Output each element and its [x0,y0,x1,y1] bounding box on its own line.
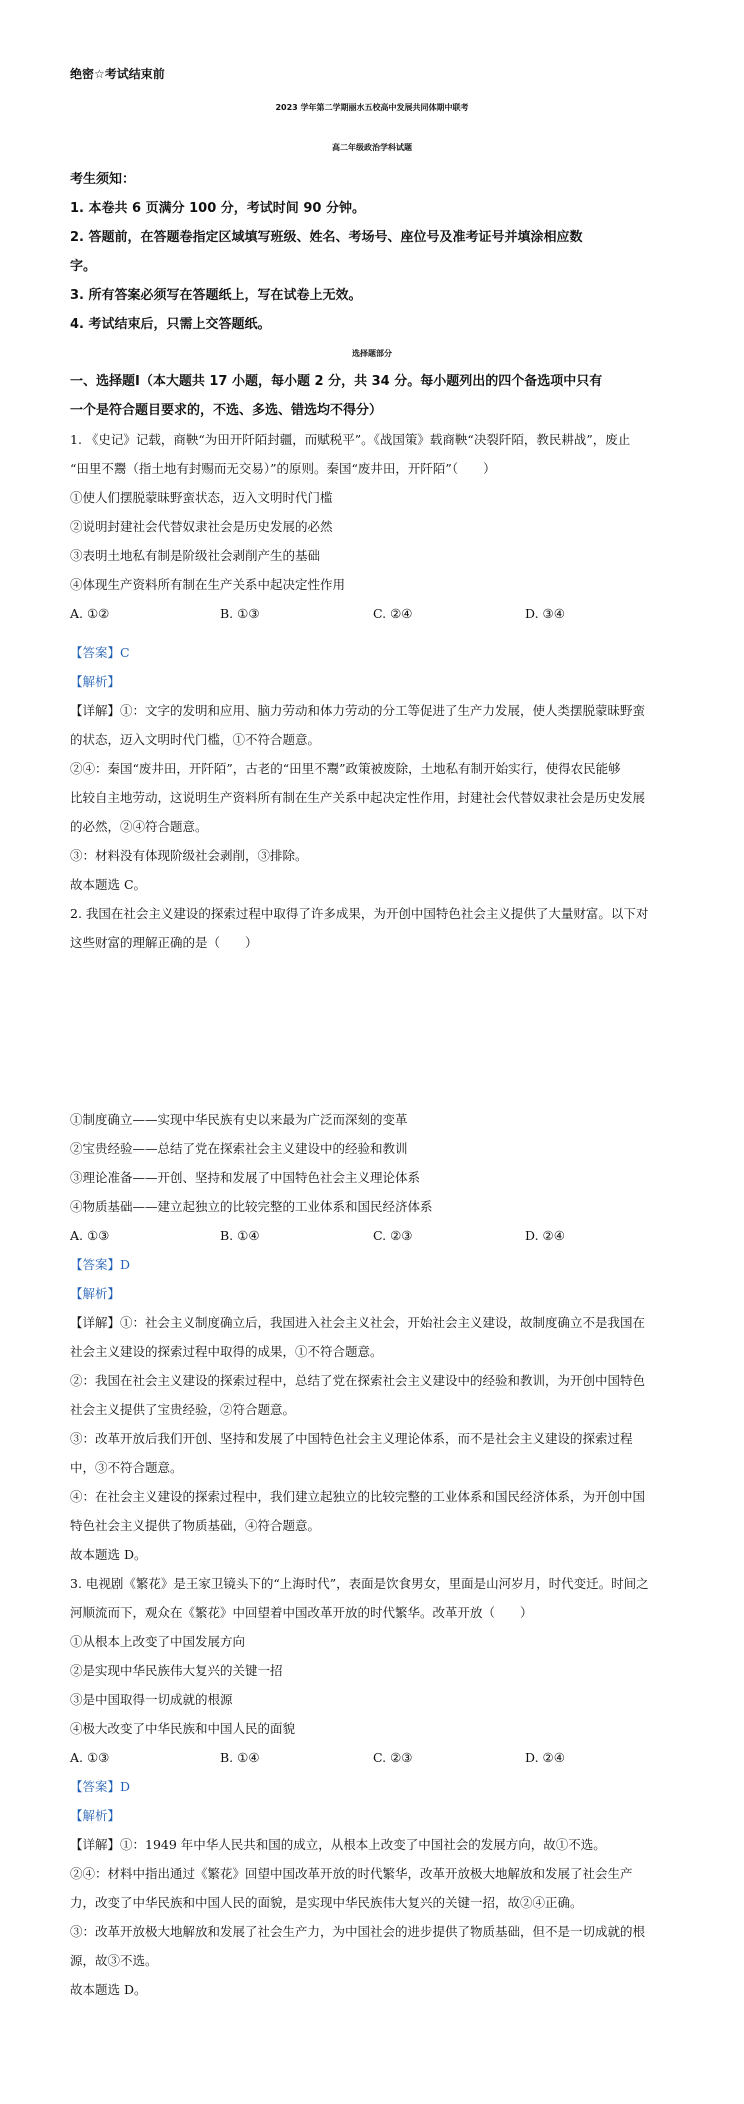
notice-item-3: 3. 所有答案必须写在答题纸上，写在试卷上无效。 [70,288,362,303]
q1-statement-4: ④体现生产资料所有制在生产关系中起决定性作用 [70,577,346,592]
q1-stem-1: 1. 《史记》记载，商鞅“为田开阡陌封疆，而赋税平”。《战国策》载商鞅“决裂阡陌，教民耕战”，废止 [70,432,631,447]
q2-statement-3: ③理论准备——开创、坚持和发展了中国特色社会主义理论体系 [70,1170,421,1185]
q1-analysis-label: 【解析】 [70,674,121,689]
q3-option-a: A. ①③ [70,1750,110,1765]
section-instructions-1: 一、选择题Ⅰ（本大题共 17 小题，每小题 2 分，共 34 分。每小题列出的四个备选项中只有 [70,374,603,389]
q1-option-b: B. ①③ [220,606,260,621]
q1-detail-2: 的状态，迈入文明时代门槛，①不符合题意。 [70,732,321,747]
q2-detail-3: ②：我国在社会主义建设的探索过程中，总结了党在探索社会主义建设中的经验和教训，为开创中国特色 [70,1373,646,1388]
q1-detail-3: ②④：秦国“废井田，开阡陌”，古老的“田里不鬻”政策被废除，土地私有制开始实行，使得农民能够 [70,761,621,776]
q3-option-c: C. ②③ [373,1750,413,1765]
q2-statement-1: ①制度确立——实现中华民族有史以来最为广泛而深刻的变革 [70,1112,408,1127]
q2-detail-2: 社会主义建设的探索过程中取得的成果，①不符合题意。 [70,1344,383,1359]
q1-option-c: C. ②④ [373,606,413,621]
q3-conclusion: 故本题选 D。 [70,1982,147,1997]
q1-detail-1: 【详解】①：文字的发明和应用、脑力劳动和体力劳动的分工等促进了生产力发展，使人类摆脱蒙昧野蛮 [70,703,646,718]
q3-detail-5: 源，故③不选。 [70,1953,158,1968]
q3-statement-3: ③是中国取得一切成就的根源 [70,1692,233,1707]
q2-answer: 【答案】D [70,1257,131,1272]
section-instructions-2: 一个是符合题目要求的，不选、多选、错选均不得分） [70,403,383,418]
q1-detail-4: 比较自主地劳动，这说明生产资料所有制在生产关系中起决定性作用，封建社会代替奴隶社会是历史发展 [70,790,646,805]
notice-heading: 考生须知： [70,172,136,187]
q3-option-d: D. ②④ [525,1750,565,1765]
q3-stem-2: 河顺流而下，观众在《繁花》中回望着中国改革开放的时代繁华。改革开放（ ） [70,1605,533,1620]
q2-detail-8: 特色社会主义提供了物质基础，④符合题意。 [70,1518,321,1533]
q2-statement-2: ②宝贵经验——总结了党在探索社会主义建设中的经验和教训 [70,1141,408,1156]
secret-label: 绝密☆考试结束前 [70,67,165,81]
q3-option-b: B. ①④ [220,1750,260,1765]
q2-option-c: C. ②③ [373,1228,413,1243]
q3-analysis-label: 【解析】 [70,1808,121,1823]
notice-item-4: 4. 考试结束后，只需上交答题纸。 [70,317,271,332]
q3-answer: 【答案】D [70,1779,131,1794]
q2-detail-4: 社会主义提供了宝贵经验，②符合题意。 [70,1402,296,1417]
q2-conclusion: 故本题选 D。 [70,1547,147,1562]
q2-detail-1: 【详解】①：社会主义制度确立后，我国进入社会主义社会，开始社会主义建设，故制度确立不是我国在 [70,1315,646,1330]
q1-statement-3: ③表明土地私有制是阶级社会剥削产生的基础 [70,548,321,563]
q3-statement-4: ④极大改变了中华民族和中国人民的面貌 [70,1721,296,1736]
exam-title: 2023 学年第二学期丽水五校高中发展共同体期中联考 [275,103,469,112]
q2-statement-4: ④物质基础——建立起独立的比较完整的工业体系和国民经济体系 [70,1199,433,1214]
q3-stem-1: 3. 电视剧《繁花》是王家卫镜头下的“上海时代”，表面是饮食男女，里面是山河岁月，时代变迁。时间之 [70,1576,649,1591]
q3-detail-4: ③：改革开放极大地解放和发展了社会生产力，为中国社会的进步提供了物质基础，但不是一切成就的根 [70,1924,646,1939]
q1-answer: 【答案】C [70,645,130,660]
q2-stem-1: 2. 我国在社会主义建设的探索过程中取得了许多成果，为开创中国特色社会主义提供了大量财富。以下对 [70,906,649,921]
notice-item-2: 2. 答题前，在答题卷指定区域填写班级、姓名、考场号、座位号及准考证号并填涂相应数 [70,230,583,245]
q1-conclusion: 故本题选 C。 [70,877,147,892]
q2-option-d: D. ②④ [525,1228,565,1243]
q2-option-b: B. ①④ [220,1228,260,1243]
q1-statement-2: ②说明封建社会代替奴隶社会是历史发展的必然 [70,519,333,534]
q3-statement-1: ①从根本上改变了中国发展方向 [70,1634,246,1649]
q1-option-d: D. ③④ [525,606,565,621]
q1-statement-1: ①使人们摆脱蒙昧野蛮状态，迈入文明时代门槛 [70,490,333,505]
q1-option-a: A. ①② [70,606,110,621]
q1-stem-2: “田里不鬻（指土地有封赐而无交易）”的原则。秦国“废井田，开阡陌”（ ） [70,461,496,476]
q3-detail-1: 【详解】①：1949 年中华人民共和国的成立，从根本上改变了中国社会的发展方向，故①不选。 [70,1837,606,1852]
q3-statement-2: ②是实现中华民族伟大复兴的关键一招 [70,1663,283,1678]
q2-detail-6: 中，③不符合题意。 [70,1460,183,1475]
section-part-title: 选择题部分 [352,349,392,358]
notice-item-2-cont: 字。 [70,259,97,274]
notice-item-1: 1. 本卷共 6 页满分 100 分，考试时间 90 分钟。 [70,201,365,216]
q2-detail-7: ④：在社会主义建设的探索过程中，我们建立起独立的比较完整的工业体系和国民经济体系，为开创中国 [70,1489,646,1504]
q2-stem-2: 这些财富的理解正确的是（ ） [70,935,258,950]
q2-option-a: A. ①③ [70,1228,110,1243]
q1-detail-5: 的必然，②④符合题意。 [70,819,208,834]
q3-detail-3: 力，改变了中华民族和中国人民的面貌，是实现中华民族伟大复兴的关键一招，故②④正确。 [70,1895,583,1910]
q2-detail-5: ③：改革开放后我们开创、坚持和发展了中国特色社会主义理论体系，而不是社会主义建设的探索过程 [70,1431,633,1446]
q1-detail-6: ③：材料没有体现阶级社会剥削，③排除。 [70,848,308,863]
q3-detail-2: ②④：材料中指出通过《繁花》回望中国改革开放的时代繁华，改革开放极大地解放和发展了社会生产 [70,1866,633,1881]
q2-analysis-label: 【解析】 [70,1286,121,1301]
exam-subtitle: 高二年级政治学科试题 [332,143,412,152]
